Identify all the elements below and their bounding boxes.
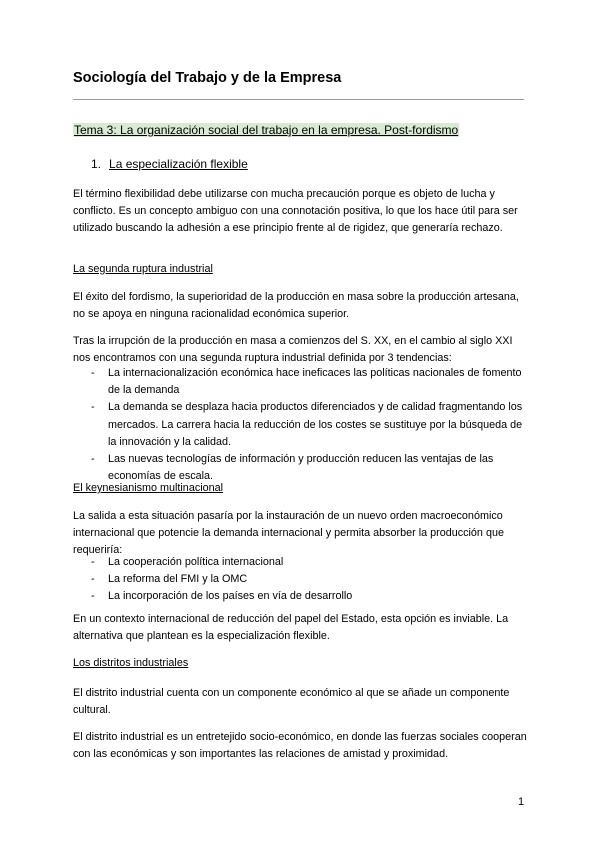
keynesianismo-list [91,554,528,606]
distritos-paragraph-1: El distrito industrial cuenta con un componente económico al que se añade un componente cultural. [73,687,510,717]
topic-heading: Tema 3: La organización social del trabajo en la empresa. Post-fordismo [74,123,459,137]
ruptura-list [91,365,528,485]
page-number: 1 [518,796,525,808]
distritos-heading: Los distritos industriales [73,657,189,669]
list-bullet: - [91,453,95,466]
section-number: 1. [91,157,102,171]
list-item: - La demanda se desplaza hacia productos diferenciados y de calidad fragmentando los mercados. La carrera hacia la reducción de los costes se sustituye por la búsqueda de la innovación y la calidad. [91,401,523,448]
list-bullet: - [91,590,95,603]
ruptura-paragraph-1: El éxito del fordismo, la superioridad de la producción en masa sobre la producción artesana, no se apoya en ninguna racionalidad económica superior. [73,291,519,321]
document-title: Sociología del Trabajo y de la Empresa [73,70,342,86]
list-item: - La cooperación política internacional [91,554,528,571]
intro-paragraph: El término flexibilidad debe utilizarse con mucha precaución porque es objeto de lucha y conflicto. Es un concepto ambiguo con una connotación positiva, lo que los hace útil para ser utilizado buscando la adhesión a ese principio frente al de rigidez, que generaría rechazo. [73,188,518,235]
list-bullet: - [91,367,95,379]
list-item: - Las nuevas tecnologías de información y producción reducen las ventajas de las economías de escala. [91,453,494,483]
list-item: - La internacionalización económica hace ineficaces las políticas nacionales de fomento de la demanda [91,367,522,397]
list-bullet: - [91,573,95,586]
header-divider [73,99,524,100]
distritos-paragraph-2: El distrito industrial es un entretejido socio-económico, en donde las fuerzas sociales cooperan con las económicas y son importantes las relaciones de amistad y proximidad. [73,731,527,761]
list-item: - La incorporación de los países en vía de desarrollo [91,588,528,605]
keynesianismo-paragraph-2: En un contexto internacional de reducción del papel del Estado, esta opción es inviable. La alternativa que plantean es la especialización flexible. [73,613,509,643]
list-bullet: - [91,401,95,414]
keynesianismo-paragraph-1: La salida a esta situación pasaría por la instauración de un nuevo orden macroeconómico internacional que potencie la demanda internacional y permita absorber la producción que requeriría: [73,510,504,557]
section-label: La especialización flexible [109,157,248,171]
keynesianismo-heading: El keynesianismo multinacional [73,482,224,494]
list-item: - La reforma del FMI y la OMC [91,571,528,588]
section-heading [91,157,248,171]
list-bullet: - [91,556,95,568]
ruptura-heading: La segunda ruptura industrial [73,263,213,275]
ruptura-paragraph-2: Tras la irrupción de la producción en masa a comienzos del S. XX, en el cambio al siglo XXI nos encontramos con una segunda ruptura industrial definida por 3 tendencias: [73,335,513,365]
